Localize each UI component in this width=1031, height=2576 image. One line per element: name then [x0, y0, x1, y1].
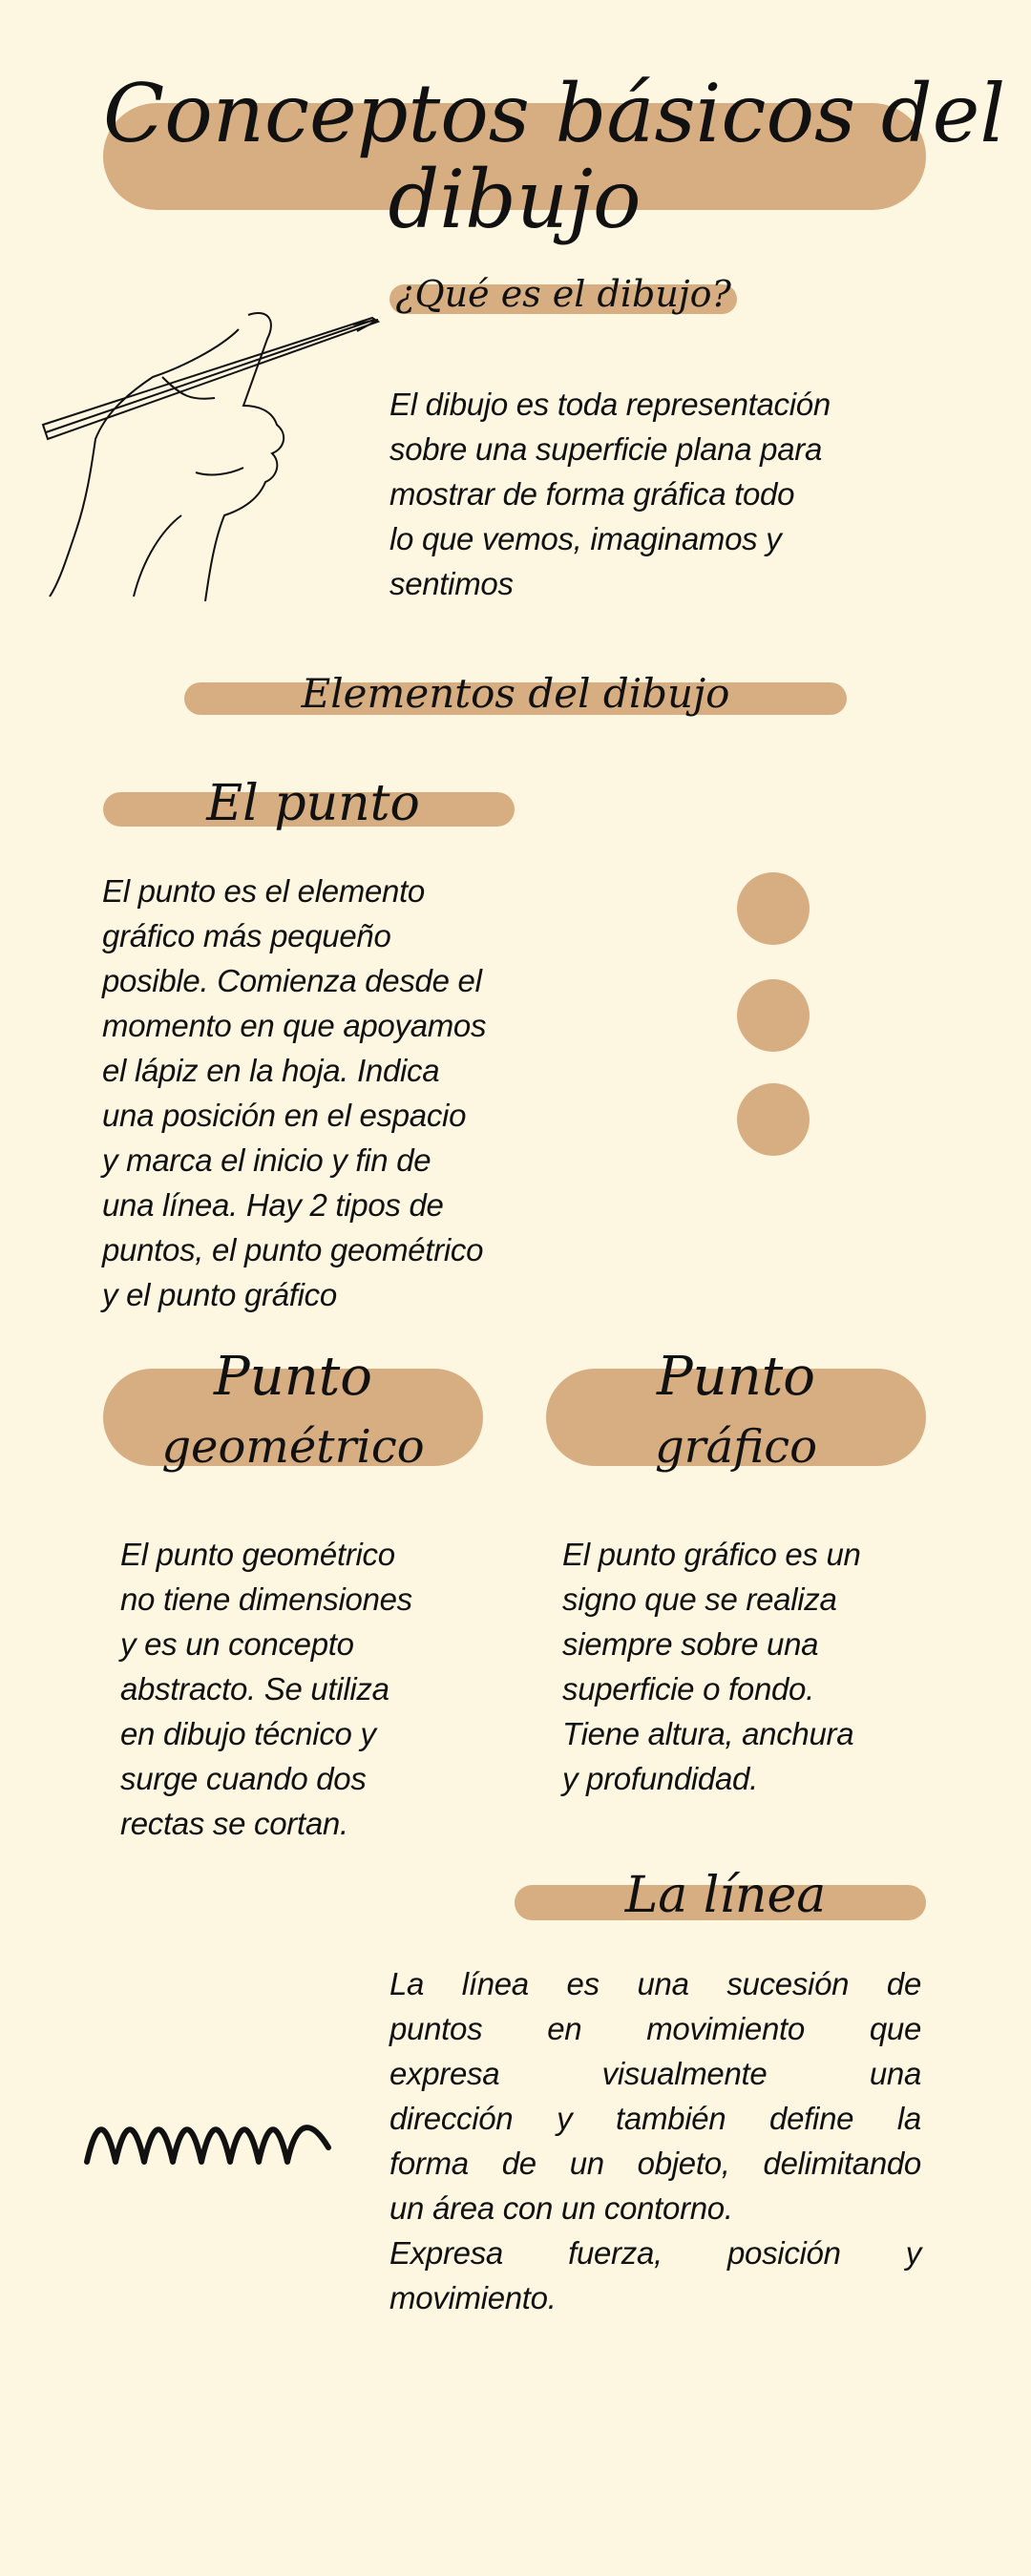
text-line: y profundidad.	[562, 1761, 758, 1796]
text-line: El punto es el elemento	[102, 873, 425, 909]
grafico-heading-line2: gráfico	[654, 1420, 818, 1474]
text-line: superficie o fondo.	[562, 1671, 814, 1707]
text-line: forma de un objeto, delimitando	[389, 2146, 921, 2181]
linea-heading: La línea	[624, 1867, 827, 1924]
zigzag-line-illustration	[82, 2109, 334, 2172]
text-line: El punto geométrico	[120, 1537, 395, 1572]
geometrico-heading-line1: Punto	[213, 1346, 373, 1408]
dot-decoration	[737, 872, 810, 945]
geometrico-paragraph	[120, 1532, 412, 1846]
page-title-line2: dibujo	[388, 153, 642, 246]
text-line: un área con un contorno.	[389, 2190, 733, 2226]
text-line: el lápiz en la hoja. Indica	[102, 1053, 440, 1088]
what-is-paragraph	[389, 382, 831, 606]
text-line: signo que se realiza	[562, 1581, 837, 1617]
text-line: no tiene dimensiones	[120, 1581, 412, 1617]
text-line: El punto gráfico es un	[562, 1537, 861, 1572]
text-line: puntos en movimiento que	[389, 2011, 921, 2046]
what-is-heading: ¿Qué es el dibujo?	[395, 273, 731, 315]
text-line: posible. Comienza desde el	[102, 963, 482, 998]
grafico-paragraph	[562, 1532, 861, 1801]
linea-paragraph	[389, 1961, 921, 2320]
punto-paragraph	[102, 869, 486, 1317]
text-line: Tiene altura, anchura	[562, 1716, 854, 1751]
text-line: rectas se cortan.	[120, 1806, 348, 1841]
geometrico-heading-line2: geométrico	[161, 1420, 425, 1474]
text-line: sobre una superficie plana para	[389, 431, 823, 467]
text-line: siempre sobre una	[562, 1626, 819, 1662]
text-line: lo que vemos, imaginamos y	[389, 521, 782, 556]
text-line: y es un concepto	[120, 1626, 354, 1662]
text-line: dirección y también define la	[389, 2101, 921, 2136]
elements-heading: Elementos del dibujo	[301, 670, 730, 717]
page-title-line1: Conceptos básicos del	[103, 67, 1006, 160]
text-line: puntos, el punto geométrico	[102, 1232, 484, 1267]
text-line: mostrar de forma gráfica todo	[389, 476, 795, 512]
text-line: sentimos	[389, 566, 514, 601]
text-line: y el punto gráfico	[102, 1277, 337, 1312]
text-line: La línea es una sucesión de	[389, 1966, 921, 2001]
grafico-heading-line1: Punto	[656, 1346, 816, 1408]
text-line: El dibujo es toda representación	[389, 387, 831, 422]
text-line: surge cuando dos	[120, 1761, 367, 1796]
text-line: una posición en el espacio	[102, 1098, 467, 1133]
dot-decoration	[737, 1083, 810, 1156]
text-line: en dibujo técnico y	[120, 1716, 376, 1751]
text-line: abstracto. Se utiliza	[120, 1671, 389, 1707]
text-line: expresa visualmente una	[389, 2056, 921, 2091]
text-line: gráfico más pequeño	[102, 918, 391, 953]
text-line: Expresa fuerza, posición y	[389, 2235, 921, 2271]
hand-drawing-pencil-illustration	[38, 310, 382, 606]
dot-decoration	[737, 979, 810, 1052]
text-line: movimiento.	[389, 2280, 557, 2315]
text-line: y marca el inicio y fin de	[102, 1142, 431, 1178]
punto-heading: El punto	[206, 775, 420, 832]
text-line: una línea. Hay 2 tipos de	[102, 1187, 444, 1223]
text-line: momento en que apoyamos	[102, 1008, 487, 1043]
